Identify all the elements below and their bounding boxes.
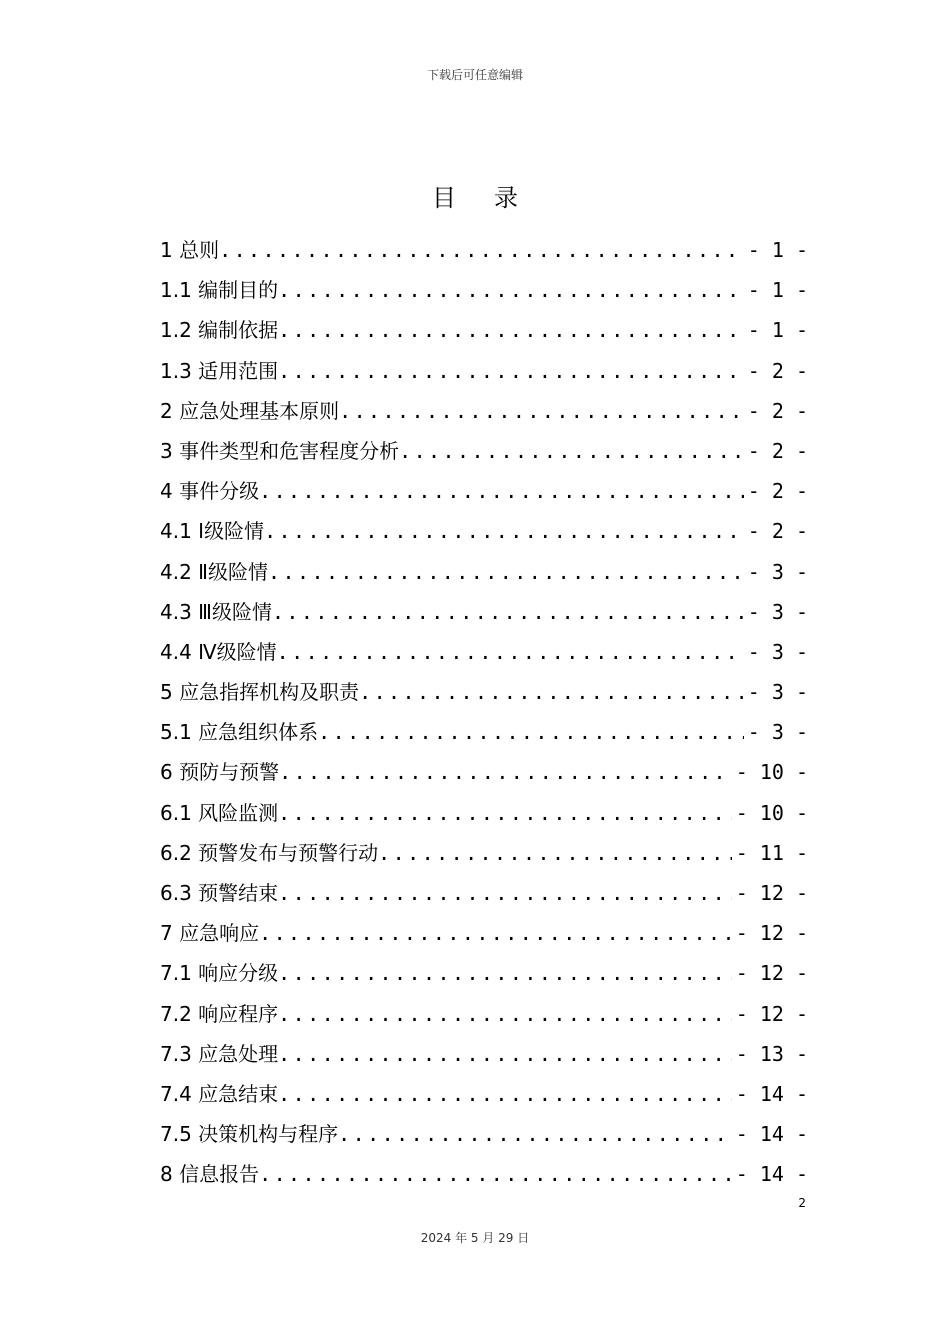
toc-dot-leader bbox=[259, 471, 744, 511]
toc-dot-leader bbox=[278, 994, 732, 1034]
toc-entry-label: 4.1 Ⅰ级险情 bbox=[160, 519, 265, 544]
toc-entry-label: 1.2 编制依据 bbox=[160, 318, 279, 343]
table-of-contents bbox=[160, 230, 808, 1195]
toc-entry[interactable] bbox=[160, 351, 808, 391]
footer-date: 2024 年 5 月 29 日 bbox=[420, 1231, 530, 1245]
toc-entry[interactable] bbox=[160, 1154, 808, 1194]
toc-entry-label: 1.3 适用范围 bbox=[160, 358, 279, 383]
toc-dot-leader bbox=[268, 552, 744, 592]
toc-dot-leader bbox=[259, 913, 732, 953]
toc-entry[interactable] bbox=[160, 431, 808, 471]
toc-entry[interactable] bbox=[160, 873, 808, 913]
toc-entry-page: - 2 - bbox=[747, 438, 808, 463]
toc-entry[interactable] bbox=[160, 1034, 808, 1074]
toc-entry-label: 7.2 响应程序 bbox=[160, 1001, 279, 1026]
toc-entry-page: - 3 - bbox=[747, 599, 808, 624]
toc-entry[interactable] bbox=[160, 1114, 808, 1154]
toc-entry-page: - 2 - bbox=[747, 358, 808, 383]
toc-entry-label: 4.3 Ⅲ级险情 bbox=[160, 599, 272, 624]
toc-entry-page: - 3 - bbox=[747, 559, 808, 584]
toc-entry[interactable] bbox=[160, 592, 808, 632]
toc-dot-leader bbox=[219, 230, 744, 270]
toc-entry-page: - 1 - bbox=[747, 238, 808, 262]
toc-entry-label: 7.1 响应分级 bbox=[160, 961, 279, 986]
toc-entry[interactable] bbox=[160, 752, 808, 792]
toc-entry-page: - 14 - bbox=[735, 1162, 808, 1187]
toc-entry-label: 7 应急响应 bbox=[160, 921, 260, 946]
toc-entry[interactable] bbox=[160, 632, 808, 672]
toc-dot-leader bbox=[278, 310, 744, 350]
toc-dot-leader bbox=[399, 431, 744, 471]
toc-dot-leader bbox=[279, 752, 732, 792]
toc-entry[interactable] bbox=[160, 672, 808, 712]
toc-entry-label: 7.5 决策机构与程序 bbox=[160, 1122, 339, 1147]
toc-entry-page: - 12 - bbox=[735, 881, 808, 905]
toc-entry-page: - 2 - bbox=[747, 519, 808, 544]
toc-entry[interactable] bbox=[160, 391, 808, 431]
toc-entry[interactable] bbox=[160, 953, 808, 993]
header-note: 下载后可任意编辑 bbox=[426, 68, 523, 82]
toc-dot-leader bbox=[318, 712, 744, 752]
toc-dot-leader bbox=[259, 1154, 732, 1194]
toc-entry[interactable] bbox=[160, 471, 808, 511]
toc-entry-page: - 1 - bbox=[747, 318, 808, 343]
toc-entry-label: 1 总则 bbox=[160, 238, 220, 262]
toc-dot-leader bbox=[278, 270, 744, 310]
toc-entry-page: - 12 - bbox=[735, 961, 808, 986]
toc-entry-page: - 3 - bbox=[747, 680, 808, 705]
toc-entry-label: 2 应急处理基本原则 bbox=[160, 398, 340, 423]
toc-dot-leader bbox=[278, 1034, 732, 1074]
toc-entry-page: - 14 - bbox=[735, 1081, 808, 1106]
toc-entry[interactable] bbox=[160, 310, 808, 350]
toc-entry-page: - 1 - bbox=[747, 278, 808, 303]
toc-dot-leader bbox=[338, 1114, 732, 1154]
toc-entry-page: - 13 - bbox=[735, 1041, 808, 1066]
toc-dot-leader bbox=[278, 793, 732, 833]
toc-entry[interactable] bbox=[160, 511, 808, 551]
toc-entry-label: 6 预防与预警 bbox=[160, 760, 280, 785]
toc-entry[interactable] bbox=[160, 833, 808, 873]
toc-entry-label: 1.1 编制目的 bbox=[160, 278, 279, 303]
toc-entry-label: 6.3 预警结束 bbox=[160, 881, 279, 905]
toc-entry-page: - 12 - bbox=[735, 1001, 808, 1026]
toc-entry-label: 6.2 预警发布与预警行动 bbox=[160, 840, 379, 865]
toc-entry-page: - 11 - bbox=[735, 840, 808, 865]
toc-entry-label: 5.1 应急组织体系 bbox=[160, 720, 319, 745]
toc-entry-label: 4.2 Ⅱ级险情 bbox=[160, 559, 269, 584]
toc-entry-page: - 2 - bbox=[747, 398, 808, 423]
toc-entry-label: 7.4 应急结束 bbox=[160, 1081, 279, 1106]
toc-dot-leader bbox=[272, 592, 744, 632]
toc-entry-page: - 10 - bbox=[735, 800, 808, 825]
toc-entry-label: 4 事件分级 bbox=[160, 479, 260, 504]
toc-entry[interactable] bbox=[160, 1074, 808, 1114]
page-number: 2 bbox=[798, 1196, 806, 1210]
toc-entry-label: 3 事件类型和危害程度分析 bbox=[160, 438, 400, 463]
toc-title: 目录 bbox=[432, 184, 556, 212]
toc-entry-page: - 12 - bbox=[735, 921, 808, 946]
toc-entry[interactable] bbox=[160, 793, 808, 833]
toc-dot-leader bbox=[278, 873, 732, 913]
toc-entry-page: - 2 - bbox=[747, 479, 808, 504]
toc-entry[interactable] bbox=[160, 994, 808, 1034]
toc-dot-leader bbox=[278, 351, 744, 391]
toc-entry-label: 8 信息报告 bbox=[160, 1162, 260, 1187]
toc-dot-leader bbox=[277, 632, 744, 672]
toc-entry-label: 4.4 Ⅳ级险情 bbox=[160, 639, 277, 664]
toc-entry-label: 7.3 应急处理 bbox=[160, 1041, 279, 1066]
toc-entry-label: 5 应急指挥机构及职责 bbox=[160, 680, 360, 705]
toc-entry-page: - 3 - bbox=[747, 720, 808, 745]
toc-entry[interactable] bbox=[160, 230, 808, 270]
toc-entry-page: - 3 - bbox=[747, 639, 808, 664]
toc-dot-leader bbox=[278, 1074, 732, 1114]
toc-dot-leader bbox=[264, 511, 744, 551]
toc-entry[interactable] bbox=[160, 712, 808, 752]
toc-dot-leader bbox=[359, 672, 744, 712]
toc-entry-label: 6.1 风险监测 bbox=[160, 800, 279, 825]
toc-entry[interactable] bbox=[160, 913, 808, 953]
toc-entry-page: - 10 - bbox=[735, 760, 808, 785]
toc-dot-leader bbox=[378, 833, 732, 873]
toc-dot-leader bbox=[278, 953, 732, 993]
toc-entry[interactable] bbox=[160, 552, 808, 592]
toc-dot-leader bbox=[339, 391, 744, 431]
toc-entry[interactable] bbox=[160, 270, 808, 310]
toc-entry-page: - 14 - bbox=[735, 1122, 808, 1147]
